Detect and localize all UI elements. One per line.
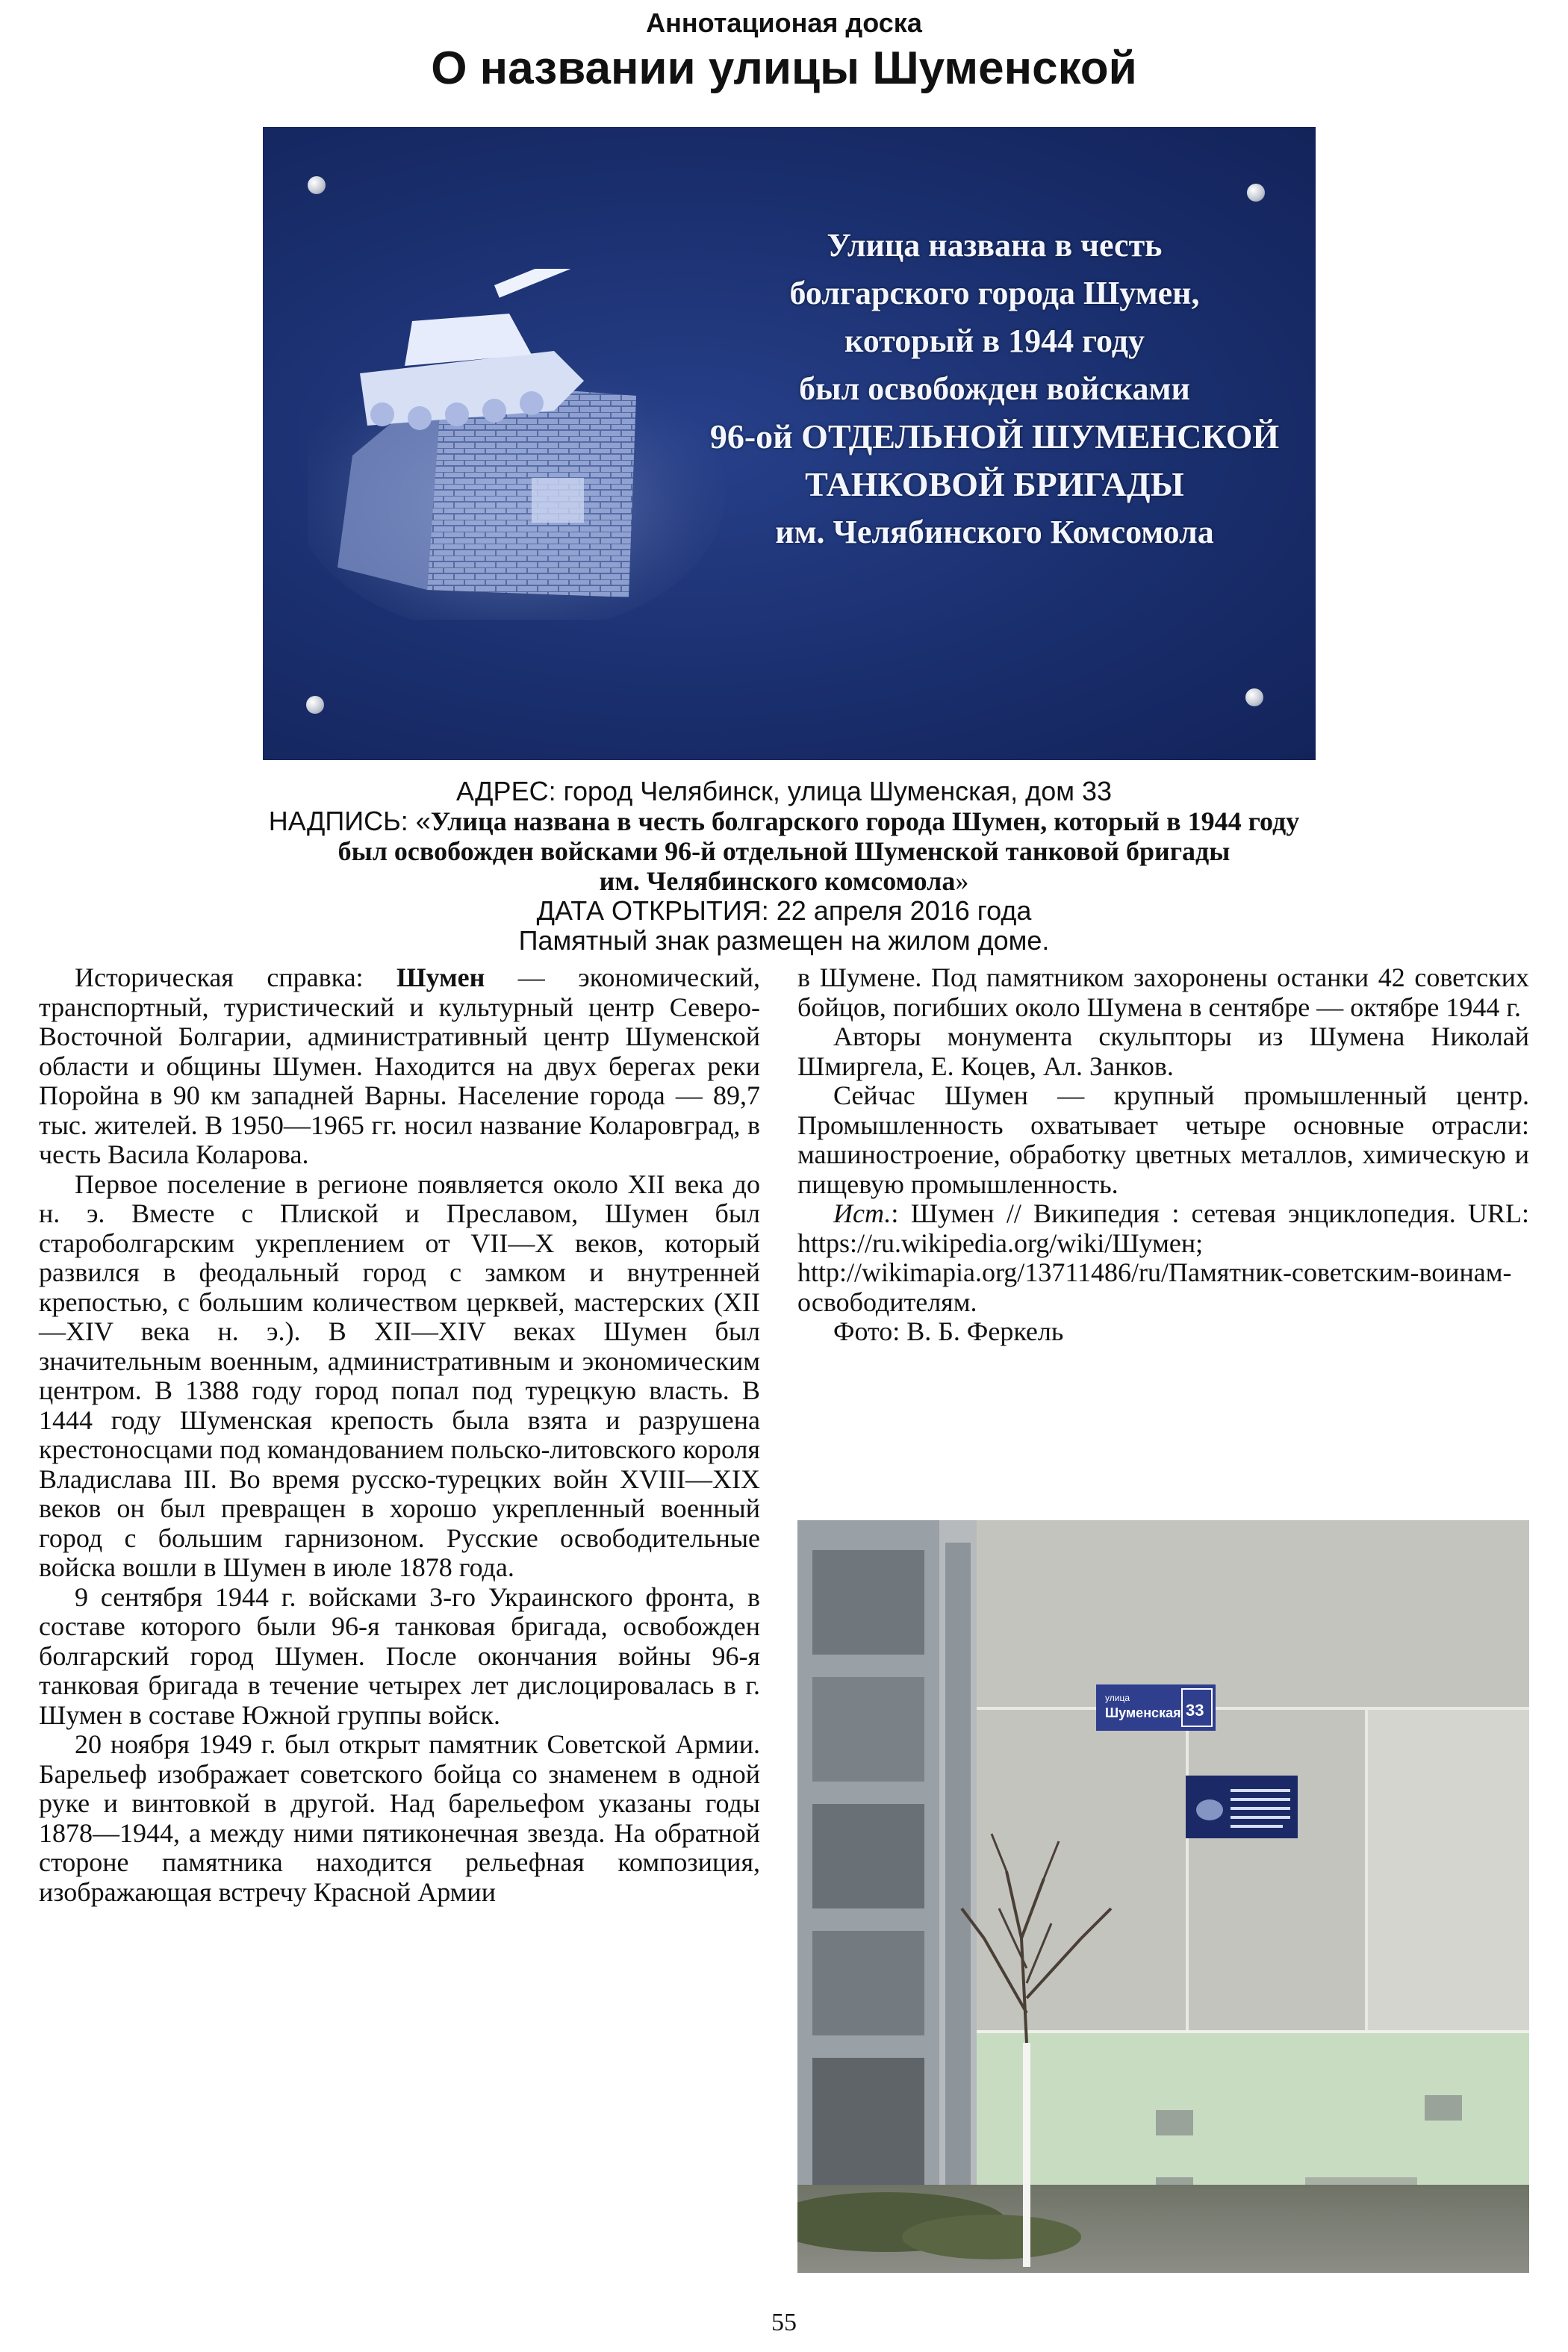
paragraph: 20 ноября 1949 г. был открыт памятник Советской Армии. Барельеф изображает советского бойца со знаменем в одной руке и винтовкой в другой. Над барельефом указаны годы 1878—1944, а между ними пятиконечная звезда. На обратной стороне памятника находится рельефная композиция, изображающая встречу Красной Армии: [39, 1729, 760, 1907]
building-photo: [797, 1520, 1529, 2273]
street-sign-small: улица: [1105, 1693, 1130, 1703]
plaque-inscription: [666, 223, 1323, 557]
page-title: О названии улицы Шуменской: [431, 43, 1137, 94]
page-number: 55: [771, 2309, 797, 2336]
inscription-line-1: НАДПИСЬ: «Улица названа в честь болгарского города Шумен, который в 1944 году: [268, 806, 1300, 836]
street-sign-name: Шуменская: [1105, 1705, 1181, 1720]
paragraph: Сейчас Шумен — крупный промышленный центр. Промышленность охватывает четыре основные отрасли: машиностроение, обработку цветных металлов, химическую и пищевую промышленность.: [797, 1080, 1529, 1199]
plaque-line: ТАНКОВОЙ БРИГАДЫ: [805, 465, 1184, 503]
placement-note: Памятный знак размещен на жилом доме.: [518, 925, 1050, 956]
street-sign-number: 33: [1186, 1701, 1204, 1720]
plaque-line: болгарского города Шумен,: [789, 275, 1200, 311]
screw-icon: [1247, 184, 1265, 202]
plaque-line: им. Челябинского Комсомола: [775, 514, 1214, 550]
inscription-line-3: им. Челябинского комсомола»: [599, 866, 969, 896]
opening-date: ДАТА ОТКРЫТИЯ: 22 апреля 2016 года: [536, 895, 1032, 926]
screw-icon: [1245, 688, 1263, 706]
plaque-photo: [263, 127, 1316, 760]
screw-icon: [306, 696, 324, 714]
paragraph: Историческая справка: Шумен — экономический, транспортный, туристический и культурный центр Северо-Восточной Болгарии, административный центр Шуменской области и общины Шумен. Находится на двух берегах реки Поройна в 90 км западней Варны. Население города — 89,7 тыс. жителей. В 1950—1965 гг. носил название Коларовград, в честь Васила Коларова.: [39, 962, 760, 1169]
plaque-line: который в 1944 году: [844, 323, 1145, 359]
paragraph: 9 сентября 1944 г. войсками 3-го Украинского фронта, в составе которого были 96-я танковая бригада, освобожден болгарский город Шумен. После окончания войны 96-я танковая бригада в течение четырех лет дислоцировалась в г. Шумен в составе Южной группы войск.: [39, 1581, 760, 1730]
paragraph: в Шумене. Под памятником захоронены останки 42 советских бойцов, погибших около Шумена в сентябре — октябре 1944 г.: [797, 962, 1529, 1022]
paragraph: Первое поселение в регионе появляется около XII века до н. э. Вместе с Плиской и Преславом, Шумен был староболгарским укреплением от VII—X веков, который развился в феодальный город с замком и внутренней крепостью, с большим количеством церквей, мастерских (XII—XIV века н. э.). В XII—XIV веках Шумен был значительным военным, административным и экономическим центром. В 1388 году город попал под турецкую власть. В 1444 году Шуменская крепость была взята и разрушена крестоносцами под командованием польско-литовского короля Владислава III. Во время русско-турецких войн XVIII—XIX веков он был превращен в хорошо укрепленный военный город с большим гарнизоном. Русские освободительные войска вошли в Шумен в июле 1878 года.: [39, 1169, 760, 1582]
plaque-line: 96-ой ОТДЕЛЬНОЙ ШУМЕНСКОЙ: [709, 417, 1280, 455]
plaque-line: Улица названа в честь: [827, 227, 1163, 264]
screw-icon: [308, 176, 326, 194]
plaque-line: был освобожден войсками: [799, 370, 1190, 407]
tank-monument-relief: [308, 269, 726, 620]
right-column: [797, 963, 1529, 1347]
inscription-line-2: был освобожден войсками 96-й отдельной Шуменской танковой бригады: [337, 836, 1231, 866]
paragraph: Авторы монумента скульпторы из Шумена Николай Шмиргела, Е. Коцев, Ал. Занков.: [797, 1021, 1529, 1081]
photo-credit: Фото: В. Б. Феркель: [833, 1316, 1064, 1346]
annotation-kicker: Аннотационая доска: [646, 7, 922, 38]
left-column: [39, 963, 760, 1907]
address-line: АДРЕС: город Челябинск, улица Шуменская, дом 33: [455, 776, 1113, 806]
sources: Ист.: Шумен // Википедия : сетевая энциклопедия. URL: https://ru.wikipedia.org/wiki/Шумен; http://wikimapia.org/13711486/ru/Памятник-советским-воинам-освободителям.: [797, 1198, 1529, 1317]
